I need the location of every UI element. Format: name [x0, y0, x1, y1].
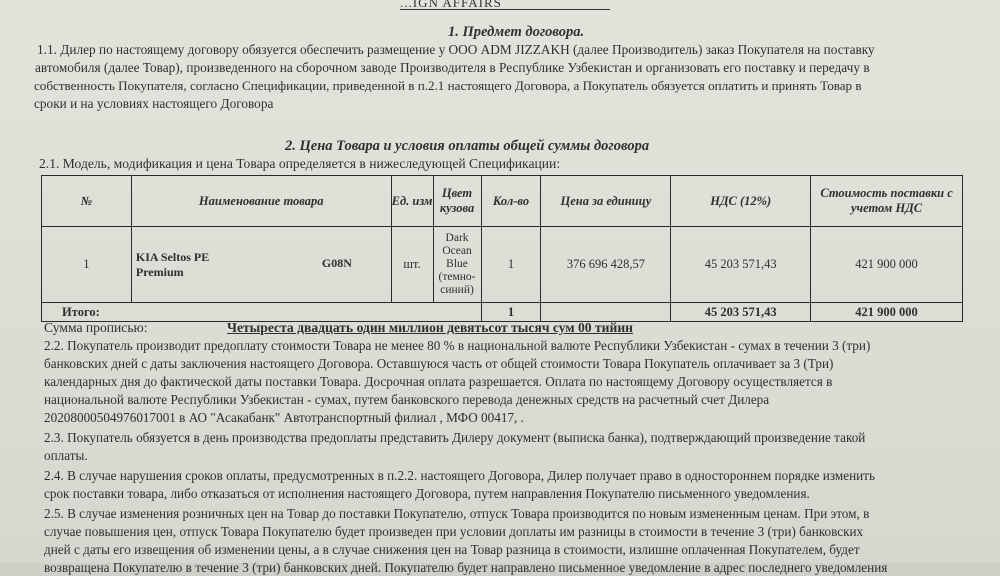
header-name: Наименование товара [131, 176, 391, 227]
clause-2-2-line: национальной валюте Республики Узбекистан - сумах, путем банковского перевода денежных средств на расчетный счет Дилера [44, 392, 770, 407]
amount-words-value: Четыреста двадцать один миллион девятьсот тысяч сум 00 тийин [227, 320, 634, 335]
header-color: Цвет кузова [433, 176, 481, 227]
header-qty: Кол-во [481, 176, 541, 227]
amount-words-label: Сумма прописью: [44, 320, 148, 335]
section-1-line: собственность Покупателя, согласно Спецификации, приведенной в п.2.1 настоящего Договора, а Покупатель обязуется оплатить и принять Товар в [34, 78, 862, 93]
section-1-line: 1.1. Дилер по настоящему договору обязуется обеспечить размещение у ООО ADM JIZZAKH (далее Производитель) заказ Покупателя на поставку [37, 42, 875, 57]
cell-qty: 1 [481, 227, 541, 303]
product-code: G08N [321, 256, 352, 270]
section-2-intro: 2.1. Модель, модификация и цена Товара определяется в нижеследующей Спецификации: [39, 156, 561, 171]
cell-color: Dark Ocean Blue (темно-синий) [433, 227, 481, 303]
section-1-line: сроки и на условиях настоящего Договора [34, 96, 274, 111]
section-2-title: 2. Цена Товара и условия оплаты общей суммы договора [285, 138, 650, 154]
header-cost: Стоимость поставки с учетом НДС [811, 176, 963, 227]
clause-2-2-line: банковских дней с даты заключения настоящего Договора. Оставшуюся часть от общей стоимости Товара Покупатель оплачивает за 3 (Три) [44, 356, 834, 371]
cell-num: 1 [42, 227, 132, 303]
clause-2-2-line: календарных дня до фактической даты поставки Товара. Досрочная оплата разрешается. Оплата по настоящему Договору осуществляется в [44, 374, 833, 389]
header-vat: НДС (12%) [671, 176, 811, 227]
section-1-line: автомобиля (далее Товар), произведенного на сборочном заводе Производителя в Республике Узбекистан и организовать его поставку и передачу в [35, 60, 870, 75]
clause-2-3-line: 2.3. Покупатель обязуется в день производства предоплаты представить Дилеру документ (выписка банка), подтверждающий произведение такой [44, 430, 866, 445]
cell-name [131, 227, 391, 303]
product-name: KIA Seltos PE Premium [135, 249, 210, 279]
clause-2-2-line: 2.2. Покупатель производит предоплату стоимости Товара не менее 80 % в национальной валюте Республики Узбекистан - сумах в течении 3 (три) [44, 338, 871, 353]
cell-vat: 45 203 571,43 [671, 227, 811, 303]
specification-table [41, 175, 963, 322]
cell-price: 376 696 428,57 [541, 227, 671, 303]
total-cost: 421 900 000 [811, 303, 963, 322]
table-header-row [42, 176, 963, 227]
header-price: Цена за единицу [541, 176, 671, 227]
clause-2-4-line: 2.4. В случае нарушения сроков оплаты, предусмотренных в п.2.2. настоящего Договора, Дилер получает право в одностороннем порядке изменить [44, 468, 875, 483]
total-vat: 45 203 571,43 [671, 303, 811, 322]
header-unit: Ед. изм [391, 176, 433, 227]
table-total-row [42, 303, 963, 322]
header-fragment: ...IGN AFFAIRS [400, 0, 610, 10]
clause-2-5-line: возвращена Покупателю в течение 3 (три) банковских дней. Покупателю будет направлено письменное уведомление в адрес последнего уведомления [44, 560, 888, 575]
clause-2-5-line: 2.5. В случае изменения розничных цен на Товар до поставки Покупателю, отпуск Товара производится по новым измененным ценам. При этом, в [44, 506, 870, 521]
table-row [42, 227, 963, 303]
clause-2-2-line: 20208000504976017001 в АО "Асакабанк" Автотранспортный филиал , МФО 00417, . [44, 410, 524, 425]
cell-unit: шт. [391, 227, 433, 303]
section-1-title: 1. Предмет договора. [448, 24, 585, 40]
header-num: № [42, 176, 132, 227]
clause-2-4-line: срок поставки товара, либо отказаться от исполнения настоящего Договора, путем направления Покупателю письменного уведомления. [44, 486, 810, 501]
clause-2-5-line: дней с даты его извещения об изменении цены, а в случае снижения цен на Товар разница в стоимости, излишне оплаченная Покупателем, будет [44, 542, 860, 557]
total-price-empty [541, 303, 671, 322]
cell-cost: 421 900 000 [811, 227, 963, 303]
clause-2-5-line: случае повышения цен, отпуск Товара Покупателю будет произведен при условии доплаты им разницы в стоимости в течение 3 (три) банковских [44, 524, 864, 539]
clause-2-3-line: оплаты. [44, 448, 88, 463]
total-qty: 1 [481, 303, 541, 322]
total-label: Итого: [42, 303, 482, 322]
